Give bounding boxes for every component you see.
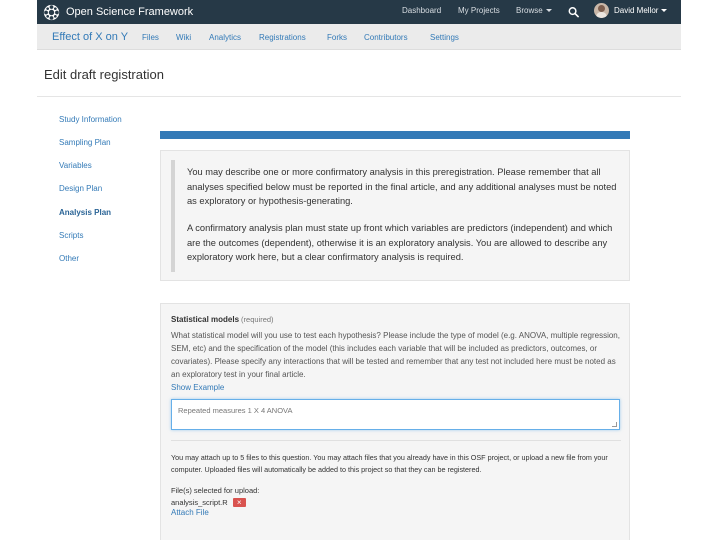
project-nav-registrations[interactable]: Registrations [259, 33, 306, 42]
answer-textarea[interactable] [171, 399, 620, 430]
info-paragraph: You may describe one or more confirmatory analysis in this preregistration. Please remember that all analyses specified below must be reported in the final article, and any additional analyses must be noted as exploratory or hypothesis-generating. [187, 167, 617, 206]
divider [171, 440, 621, 441]
sidebar-item-analysis-plan[interactable]: Analysis Plan [59, 208, 112, 217]
analysis-info-panel [160, 150, 630, 281]
nav-browse[interactable] [516, 6, 552, 15]
project-nav-settings[interactable]: Settings [430, 33, 459, 42]
nav-browse-label: Browse [516, 6, 543, 15]
project-nav-files[interactable]: Files [142, 33, 159, 42]
remove-file-button[interactable] [233, 498, 246, 507]
answer-text: Repeated measures 1 X 4 ANOVA [178, 406, 293, 415]
close-icon: × [236, 497, 242, 507]
info-paragraph: A confirmatory analysis plan must state up front which variables are predictors (independent) and which are the outcomes (dependent), otherwise it is an exploratory analysis. You are allowed to describe any exploratory work here, but a clear confirmatory analysis is required. [187, 223, 613, 262]
question-description: What statistical model will you use to test each hypothesis? Please include the type of model (e.g. ANOVA, multiple regression, SEM, etc) and the specification of the model (this includes each variable that will be included as predictors, outcomes, or covariates). Please specify any interactions that will be tested and remember that any test not included here must be noted as an exploratory test in your final article. [171, 331, 620, 379]
user-menu[interactable] [614, 6, 667, 15]
sidebar-item-sampling-plan[interactable]: Sampling Plan [59, 138, 111, 147]
question-label [171, 315, 274, 324]
nav-my-projects[interactable]: My Projects [458, 6, 500, 15]
sidebar-item-design-plan[interactable]: Design Plan [59, 184, 103, 193]
section-header-bar [160, 131, 630, 139]
chevron-down-icon [546, 9, 552, 12]
osf-logo-icon [43, 4, 60, 21]
file-name: analysis_script.R [171, 497, 228, 507]
selected-files-label: File(s) selected for upload: [171, 486, 260, 495]
sidebar-item-scripts[interactable]: Scripts [59, 231, 84, 240]
project-nav-contributors[interactable]: Contributors [364, 33, 408, 42]
nav-dashboard[interactable]: Dashboard [402, 6, 442, 15]
project-navbar [37, 24, 681, 50]
search-icon[interactable] [568, 6, 579, 18]
sidebar-item-study-information[interactable]: Study Information [59, 115, 122, 124]
question-title: Statistical models [171, 315, 240, 324]
project-nav-wiki[interactable]: Wiki [176, 33, 192, 42]
statistical-models-panel [160, 303, 630, 540]
title-divider [37, 96, 681, 97]
project-nav-analytics[interactable]: Analytics [209, 33, 242, 42]
resize-handle-icon[interactable] [612, 422, 617, 427]
project-nav-forks[interactable]: Forks [327, 33, 347, 42]
user-name: David Mellor [614, 6, 659, 15]
avatar[interactable] [594, 3, 609, 18]
brand-name: Open Science Framework [66, 6, 194, 18]
required-marker: (required) [241, 315, 274, 324]
sidebar-item-other[interactable]: Other [59, 254, 80, 263]
selected-file [171, 497, 246, 507]
chevron-down-icon [661, 9, 667, 12]
sidebar-item-variables[interactable]: Variables [59, 161, 92, 170]
page-title: Edit draft registration [44, 67, 164, 82]
attach-file-link[interactable]: Attach File [171, 508, 209, 517]
page [37, 0, 681, 540]
top-navbar [37, 0, 681, 24]
info-blockquote [171, 160, 620, 272]
show-example-link[interactable]: Show Example [171, 383, 225, 392]
project-title[interactable]: Effect of X on Y [52, 31, 129, 43]
attach-help-text: You may attach up to 5 files to this question. You may attach files that you already have in this OSF project, or upload a new file from your computer. Uploaded files will automatically be added to this project so that they can be registered. [171, 453, 608, 474]
brand[interactable] [43, 3, 193, 21]
